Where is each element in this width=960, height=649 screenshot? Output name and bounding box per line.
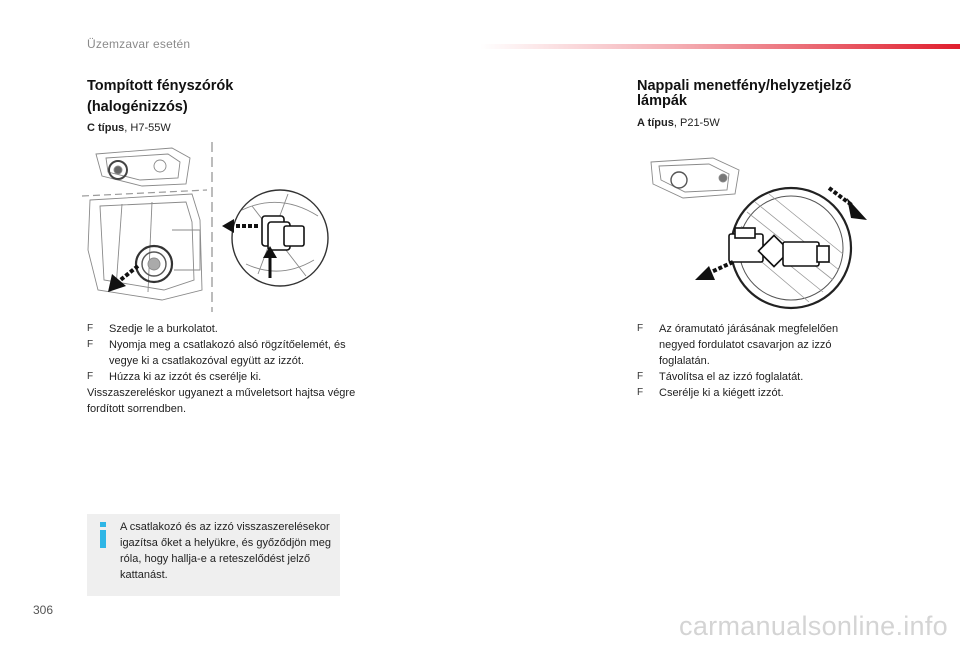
- right-step: [637, 369, 877, 385]
- page-number: 306: [33, 603, 54, 617]
- bullet-icon: F: [87, 323, 94, 334]
- right-instructions: [637, 321, 877, 401]
- bullet-icon: F: [87, 339, 94, 350]
- left-subtitle-type: C típus: [87, 122, 125, 134]
- left-step-text: Nyomja meg a csatlakozó alsó rögzítőelemét, és vegye ki a csatlakozóval együtt az izzót.: [109, 339, 346, 367]
- info-icon: [98, 522, 108, 548]
- headlamp-illustration: [82, 140, 332, 315]
- right-step: [637, 321, 877, 369]
- right-step-text: Cserélje ki a kiégett izzót.: [659, 387, 784, 399]
- right-step-text: Távolítsa el az izzó foglalatát.: [659, 371, 804, 383]
- left-step-text: Húzza ki az izzót és cserélje ki.: [109, 371, 262, 383]
- bullet-icon: F: [637, 323, 644, 334]
- left-step: [87, 321, 357, 337]
- right-step-text: Az óramutató járásának megfelelően negyed fordulatot csavarjon az izzó foglalatán.: [659, 323, 839, 367]
- info-note-text: A csatlakozó és az izzó visszaszerelésekor igazítsa őket a helyükre, és győződjön meg róla, hogy hallja-e a reteszelődést jelző kattanást.: [120, 521, 331, 581]
- bullet-icon: F: [637, 387, 644, 398]
- bullet-icon: F: [87, 371, 94, 382]
- left-instructions: [87, 321, 357, 417]
- page-header-title: Üzemzavar esetén: [87, 37, 191, 51]
- left-step: [87, 337, 357, 369]
- left-subtitle-spec: , H7-55W: [124, 122, 171, 134]
- left-step-text: Szedje le a burkolatot.: [109, 323, 218, 335]
- left-closing-text: Visszaszereléskor ugyanezt a műveletsort hajtsa végre fordított sorrendben.: [87, 387, 356, 415]
- watermark-text: carmanualsonline.info: [679, 611, 948, 641]
- right-subtitle: [637, 117, 720, 129]
- info-note-box: [87, 514, 340, 596]
- header-accent-bar: [480, 44, 960, 49]
- right-subtitle-type: A típus: [637, 117, 674, 129]
- left-step: [87, 369, 357, 385]
- left-section-title: Tompított fényszórók (halogénizzós): [87, 78, 234, 115]
- right-subtitle-spec: , P21-5W: [673, 117, 720, 129]
- right-section-title: Nappali menetfény/helyzetjelző lámpák: [637, 78, 852, 109]
- left-subtitle: [87, 122, 171, 134]
- bullet-icon: F: [637, 371, 644, 382]
- right-step: [637, 385, 877, 401]
- daytime-lamp-illustration: [643, 150, 873, 315]
